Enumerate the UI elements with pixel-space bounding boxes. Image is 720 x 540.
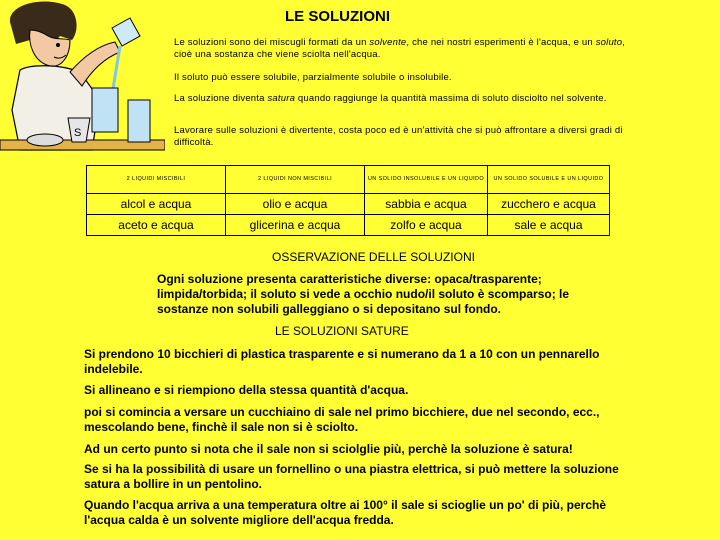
bottle-icon bbox=[112, 18, 140, 46]
intro-text: , che nei nostri esperimenti è l'acqua, e un bbox=[406, 37, 596, 48]
table-header-row bbox=[87, 166, 610, 194]
table-cell: olio e acqua bbox=[226, 194, 365, 215]
table-row bbox=[87, 215, 610, 236]
table-cell: aceto e acqua bbox=[87, 215, 226, 236]
table-cell: alcol e acqua bbox=[87, 194, 226, 215]
intro-paragraph-1 bbox=[174, 37, 634, 61]
table-cell: zucchero e acqua bbox=[488, 194, 610, 215]
term-solvente: solvente bbox=[369, 37, 407, 48]
intro-paragraph-4: Lavorare sulle soluzioni è divertente, costa poco ed è un'attività che si può affrontare a diversi gradi di difficoltà. bbox=[174, 125, 623, 148]
saturated-paragraph: Se si ha la possibilità di usare un fornellino o una piastra elettrica, si può mettere la soluzione satura a bollire in un pentolino. bbox=[84, 462, 619, 491]
saturated-title: LE SOLUZIONI SATURE bbox=[275, 324, 409, 338]
solutions-table bbox=[86, 165, 610, 236]
cup-label: S bbox=[74, 127, 82, 139]
arm-shape bbox=[70, 42, 120, 86]
saturated-paragraph: poi si comincia a versare un cucchiaino di sale nel primo bicchiere, due nel secondo, ecc., mescolando bene, finchè il sale non si è sciolto. bbox=[84, 405, 600, 434]
term-satura: satura bbox=[267, 93, 296, 104]
held-glass-icon bbox=[92, 88, 118, 132]
eye-icon bbox=[56, 43, 60, 47]
bowl-icon bbox=[27, 134, 63, 146]
intro-paragraph-3 bbox=[174, 93, 614, 105]
table-cell: zolfo e acqua bbox=[365, 215, 488, 236]
scientist-illustration bbox=[0, 0, 165, 160]
observation-text: Ogni soluzione presenta caratteristiche diverse: opaca/trasparente; limpida/torbida; il soluto si vede a occhio nudo/il soluto è scomparso; le sostanze non solubili galleggiano o si depositano sul fondo. bbox=[157, 272, 570, 316]
table-cell: sale e acqua bbox=[488, 215, 610, 236]
table-cell: sabbia e acqua bbox=[365, 194, 488, 215]
saturated-paragraph: Quando l'acqua arriva a una temperatura oltre ai 100° il sale si scioglie un po' di più, perchè l'acqua calda è un solvente migliore dell'acqua fredda. bbox=[84, 498, 606, 527]
saturated-paragraph: Si allineano e si riempiono della stessa quantità d'acqua. bbox=[84, 383, 409, 397]
table-header-cell: UN SOLIDO SOLUBILE E UN LIQUIDO bbox=[488, 166, 610, 194]
table-header-cell: 2 LIQUIDI MISCIBILI bbox=[87, 166, 226, 194]
intro-paragraph-2: Il soluto può essere solubile, parzialmente solubile o insolubile. bbox=[174, 72, 452, 83]
observation-title: OSSERVAZIONE DELLE SOLUZIONI bbox=[272, 250, 475, 264]
table-header-cell: 2 LIQUIDI NON MISCIBILI bbox=[226, 166, 365, 194]
saturated-paragraph: Ad un certo punto si nota che il sale non si sciolglie più, perchè la soluzione è satura! bbox=[84, 442, 573, 456]
water-glass-icon bbox=[128, 100, 150, 142]
intro-text: La soluzione diventa bbox=[174, 93, 268, 104]
page-title: LE SOLUZIONI bbox=[285, 8, 390, 25]
table-cell: glicerina e acqua bbox=[226, 215, 365, 236]
table-row bbox=[87, 194, 610, 215]
intro-text: , cioè una sostanza che viene sciolta nell'acqua. bbox=[174, 37, 626, 60]
table-header-cell: UN SOLIDO INSOLUBILE E UN LIQUIDO bbox=[365, 166, 488, 194]
saturated-paragraph: Si prendono 10 bicchieri di plastica trasparente e si numerano da 1 a 10 con un pennarello indelebile. bbox=[84, 347, 600, 376]
term-soluto: soluto bbox=[595, 37, 623, 48]
intro-text: Le soluzioni sono dei miscugli formati da un bbox=[174, 37, 370, 48]
intro-text: quando raggiunge la quantità massima di soluto disciolto nel solvente. bbox=[295, 93, 607, 104]
